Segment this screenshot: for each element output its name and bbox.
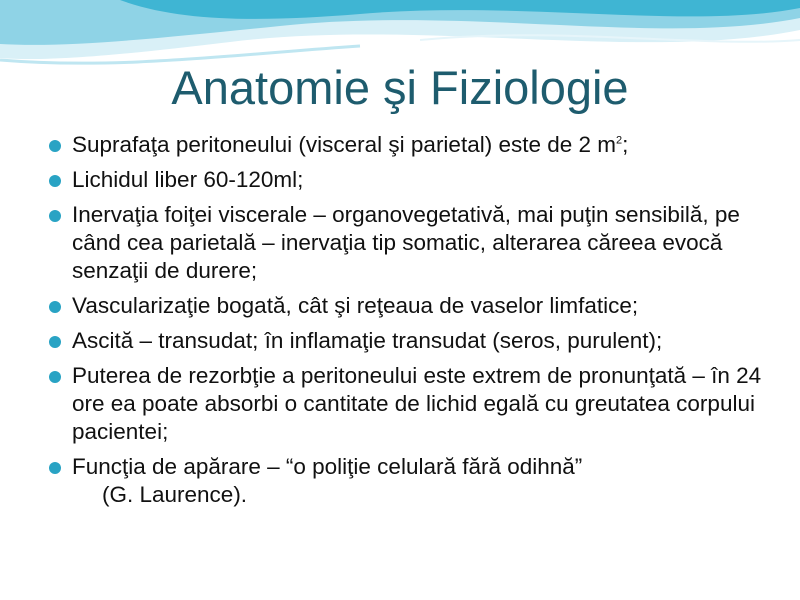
bullet-item <box>48 453 788 509</box>
bullet-item <box>48 362 788 446</box>
bullet-item <box>48 201 788 285</box>
bullet-text: Puterea de rezorbţie a peritoneului este extrem de pronunţată – în 24 ore ea poate absorbi o cantitate de lichid egală cu greutatea corpului pacientei; <box>72 363 762 444</box>
bullet-dot-icon <box>49 336 61 348</box>
bullet-continuation: (G. Laurence). <box>102 482 248 507</box>
bullet-text: Lichidul liber 60-120ml; <box>72 167 304 192</box>
bullet-text: Vascularizaţie bogată, cât şi reţeaua de vaselor limfatice; <box>72 293 639 318</box>
bullet-dot-icon <box>49 210 61 222</box>
bullet-item <box>48 292 788 320</box>
bullet-text: Funcţia de apărare – “o poliţie celulară fără odihnă” <box>72 454 583 479</box>
bullet-item <box>48 131 788 159</box>
bullet-item <box>48 166 788 194</box>
bullet-suffix: ; <box>622 132 629 157</box>
superscript: 2 <box>616 134 623 147</box>
bullet-dot-icon <box>49 140 61 152</box>
bullet-dot-icon <box>49 301 61 313</box>
slide-title: Anatomie şi Fiziologie <box>171 61 629 114</box>
bullet-dot-icon <box>49 175 61 187</box>
bullet-text: Ascită – transudat; în inflamaţie transudat (seros, purulent); <box>72 328 663 353</box>
bullet-dot-icon <box>49 371 61 383</box>
bullet-item <box>48 327 788 355</box>
bullet-text: Suprafaţa peritoneului (visceral şi parietal) este de 2 m <box>72 132 617 157</box>
bullet-list <box>48 131 788 516</box>
bullet-dot-icon <box>49 462 61 474</box>
bullet-text: Inervaţia foiţei viscerale – organovegetativă, mai puţin sensibilă, pe când cea parietală – inervaţia tip somatic, alterarea căreea evocă senzaţii de durere; <box>72 202 740 283</box>
